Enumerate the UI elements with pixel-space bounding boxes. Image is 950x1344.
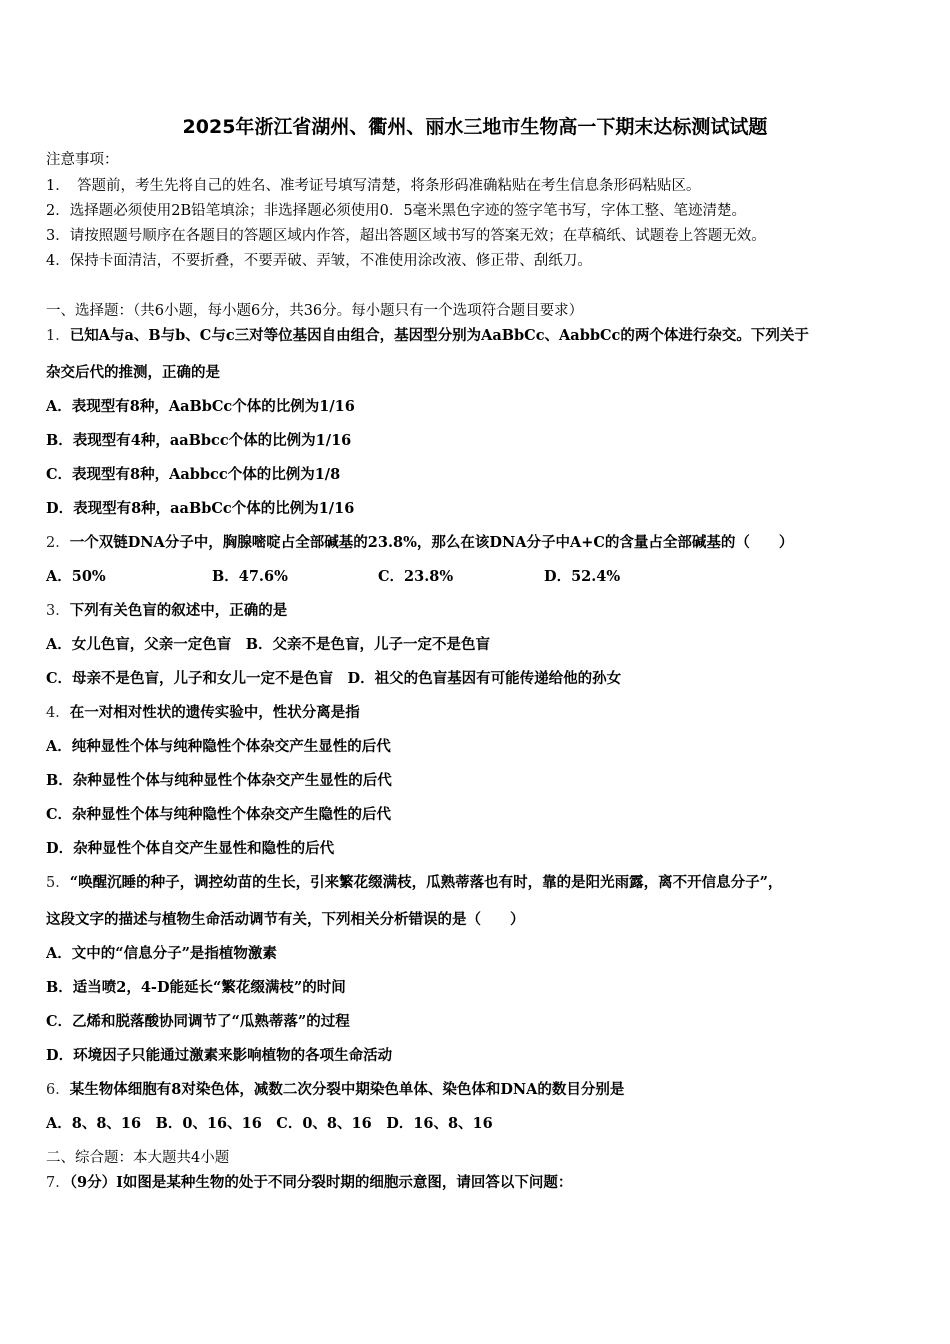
question-4-option-d: D．杂种显性个体自交产生显性和隐性的后代 [46, 840, 335, 857]
page-title: 2025年浙江省湖州、衢州、丽水三地市生物高一下期末达标测试试题 [182, 116, 768, 138]
question-2-option-c: C．23.8% [378, 568, 454, 585]
question-4-stem [46, 703, 360, 723]
question-6-number: 6． [46, 1082, 70, 1098]
question-1-stem-line1: 已知A与a、B与b、C与c三对等位基因自由组合，基因型分别为AaBbCc、AabbCc的两个体进行杂交。下列关于 [69, 327, 809, 344]
question-1-option-d: D．表现型有8种，aaBbCc个体的比例为1/16 [46, 500, 355, 517]
notice-heading: 注意事项： [46, 152, 119, 168]
question-3-number: 3． [46, 603, 70, 619]
question-5-option-c: C．乙烯和脱落酸协同调节了“瓜熟蒂落”的过程 [46, 1013, 350, 1030]
question-5-stem-line1: “唤醒沉睡的种子，调控幼苗的生长，引来繁花缀满枝，瓜熟蒂落也有时，靠的是阳光雨露，离不开信息分子”， [69, 874, 783, 891]
question-5-option-b: B．适当喷2，4-D能延长“繁花缀满枝”的时间 [46, 979, 346, 996]
question-6-options: A．8、8、16 B．0、16、16 C．0、8、16 D．16、8、16 [46, 1115, 493, 1132]
question-3-options-line1: A．女儿色盲，父亲一定色盲 B．父亲不是色盲，儿子一定不是色盲 [46, 636, 491, 653]
section-1-heading: 一、选择题：（共6小题，每小题6分，共36分。每小题只有一个选项符合题目要求） [46, 303, 584, 319]
question-1-option-a: A．表现型有8种，AaBbCc个体的比例为1/16 [46, 398, 355, 415]
notice-item-3: 3．请按照题号顺序在各题目的答题区域内作答，超出答题区域书写的答案无效；在草稿纸、试题卷上答题无效。 [46, 228, 766, 244]
question-3-stem [46, 601, 287, 621]
question-4-option-c: C．杂种显性个体与纯种隐性个体杂交产生隐性的后代 [46, 806, 392, 823]
question-4-number: 4． [46, 705, 70, 721]
question-1-stem [46, 326, 809, 346]
question-1-option-c: C．表现型有8种，Aabbcc个体的比例为1/8 [46, 466, 341, 483]
question-2-number: 2． [46, 535, 70, 551]
question-2-option-a: A．50% [46, 568, 106, 585]
question-1-stem-line2: 杂交后代的推测，正确的是 [46, 364, 220, 381]
question-2-option-b: B．47.6% [212, 568, 288, 585]
question-1-number: 1． [46, 328, 70, 344]
question-1-option-b: B．表现型有4种，aaBbcc个体的比例为1/16 [46, 432, 352, 449]
notice-item-4: 4．保持卡面清洁，不要折叠，不要弄破、弄皱，不准使用涂改液、修正带、刮纸刀。 [46, 253, 592, 269]
question-4-option-b: B．杂种显性个体与纯种显性个体杂交产生显性的后代 [46, 772, 392, 789]
question-3-stem-text: 下列有关色盲的叙述中，正确的是 [69, 602, 288, 619]
question-5-stem [46, 873, 782, 893]
question-5-option-d: D．环境因子只能通过激素来影响植物的各项生命活动 [46, 1047, 393, 1064]
question-4-option-a: A．纯种显性个体与纯种隐性个体杂交产生显性的后代 [46, 738, 391, 755]
question-7-stem [46, 1173, 572, 1193]
notice-item-2: 2．选择题必须使用2B铅笔填涂；非选择题必须使用0．5毫米黑色字迹的签字笔书写，字体工整、笔迹清楚。 [46, 203, 747, 219]
question-3-options-line2: C．母亲不是色盲，儿子和女儿一定不是色盲 D．祖父的色盲基因有可能传递给他的孙女 [46, 670, 622, 687]
question-5-number: 5． [46, 875, 70, 891]
question-2-stem-text: 一个双链DNA分子中，胸腺嘧啶占全部碱基的23.8%，那么在该DNA分子中A+C的含量占全部碱基的（ ） [69, 534, 794, 551]
question-2-stem [46, 533, 793, 553]
question-7-stem-text: （9分）I如图是某种生物的处于不同分裂时期的细胞示意图，请回答以下问题： [69, 1174, 573, 1191]
question-6-stem-text: 某生物体细胞有8对染色体，减数二次分裂中期染色单体、染色体和DNA的数目分别是 [69, 1081, 625, 1098]
question-5-stem-line2: 这段文字的描述与植物生命活动调节有关，下列相关分析错误的是（ ） [46, 911, 525, 928]
question-2-options [46, 567, 666, 587]
question-7-number: 7． [46, 1175, 70, 1191]
notice-item-1: 1． 答题前，考生先将自己的姓名、准考证号填写清楚，将条形码准确粘贴在考生信息条形码粘贴区。 [46, 178, 701, 194]
question-6-stem [46, 1080, 624, 1100]
question-5-option-a: A．文中的“信息分子”是指植物激素 [46, 945, 277, 962]
question-4-stem-text: 在一对相对性状的遗传实验中，性状分离是指 [69, 704, 360, 721]
question-2-option-d: D．52.4% [544, 568, 621, 585]
section-2-heading: 二、综合题：本大题共4小题 [46, 1150, 230, 1166]
